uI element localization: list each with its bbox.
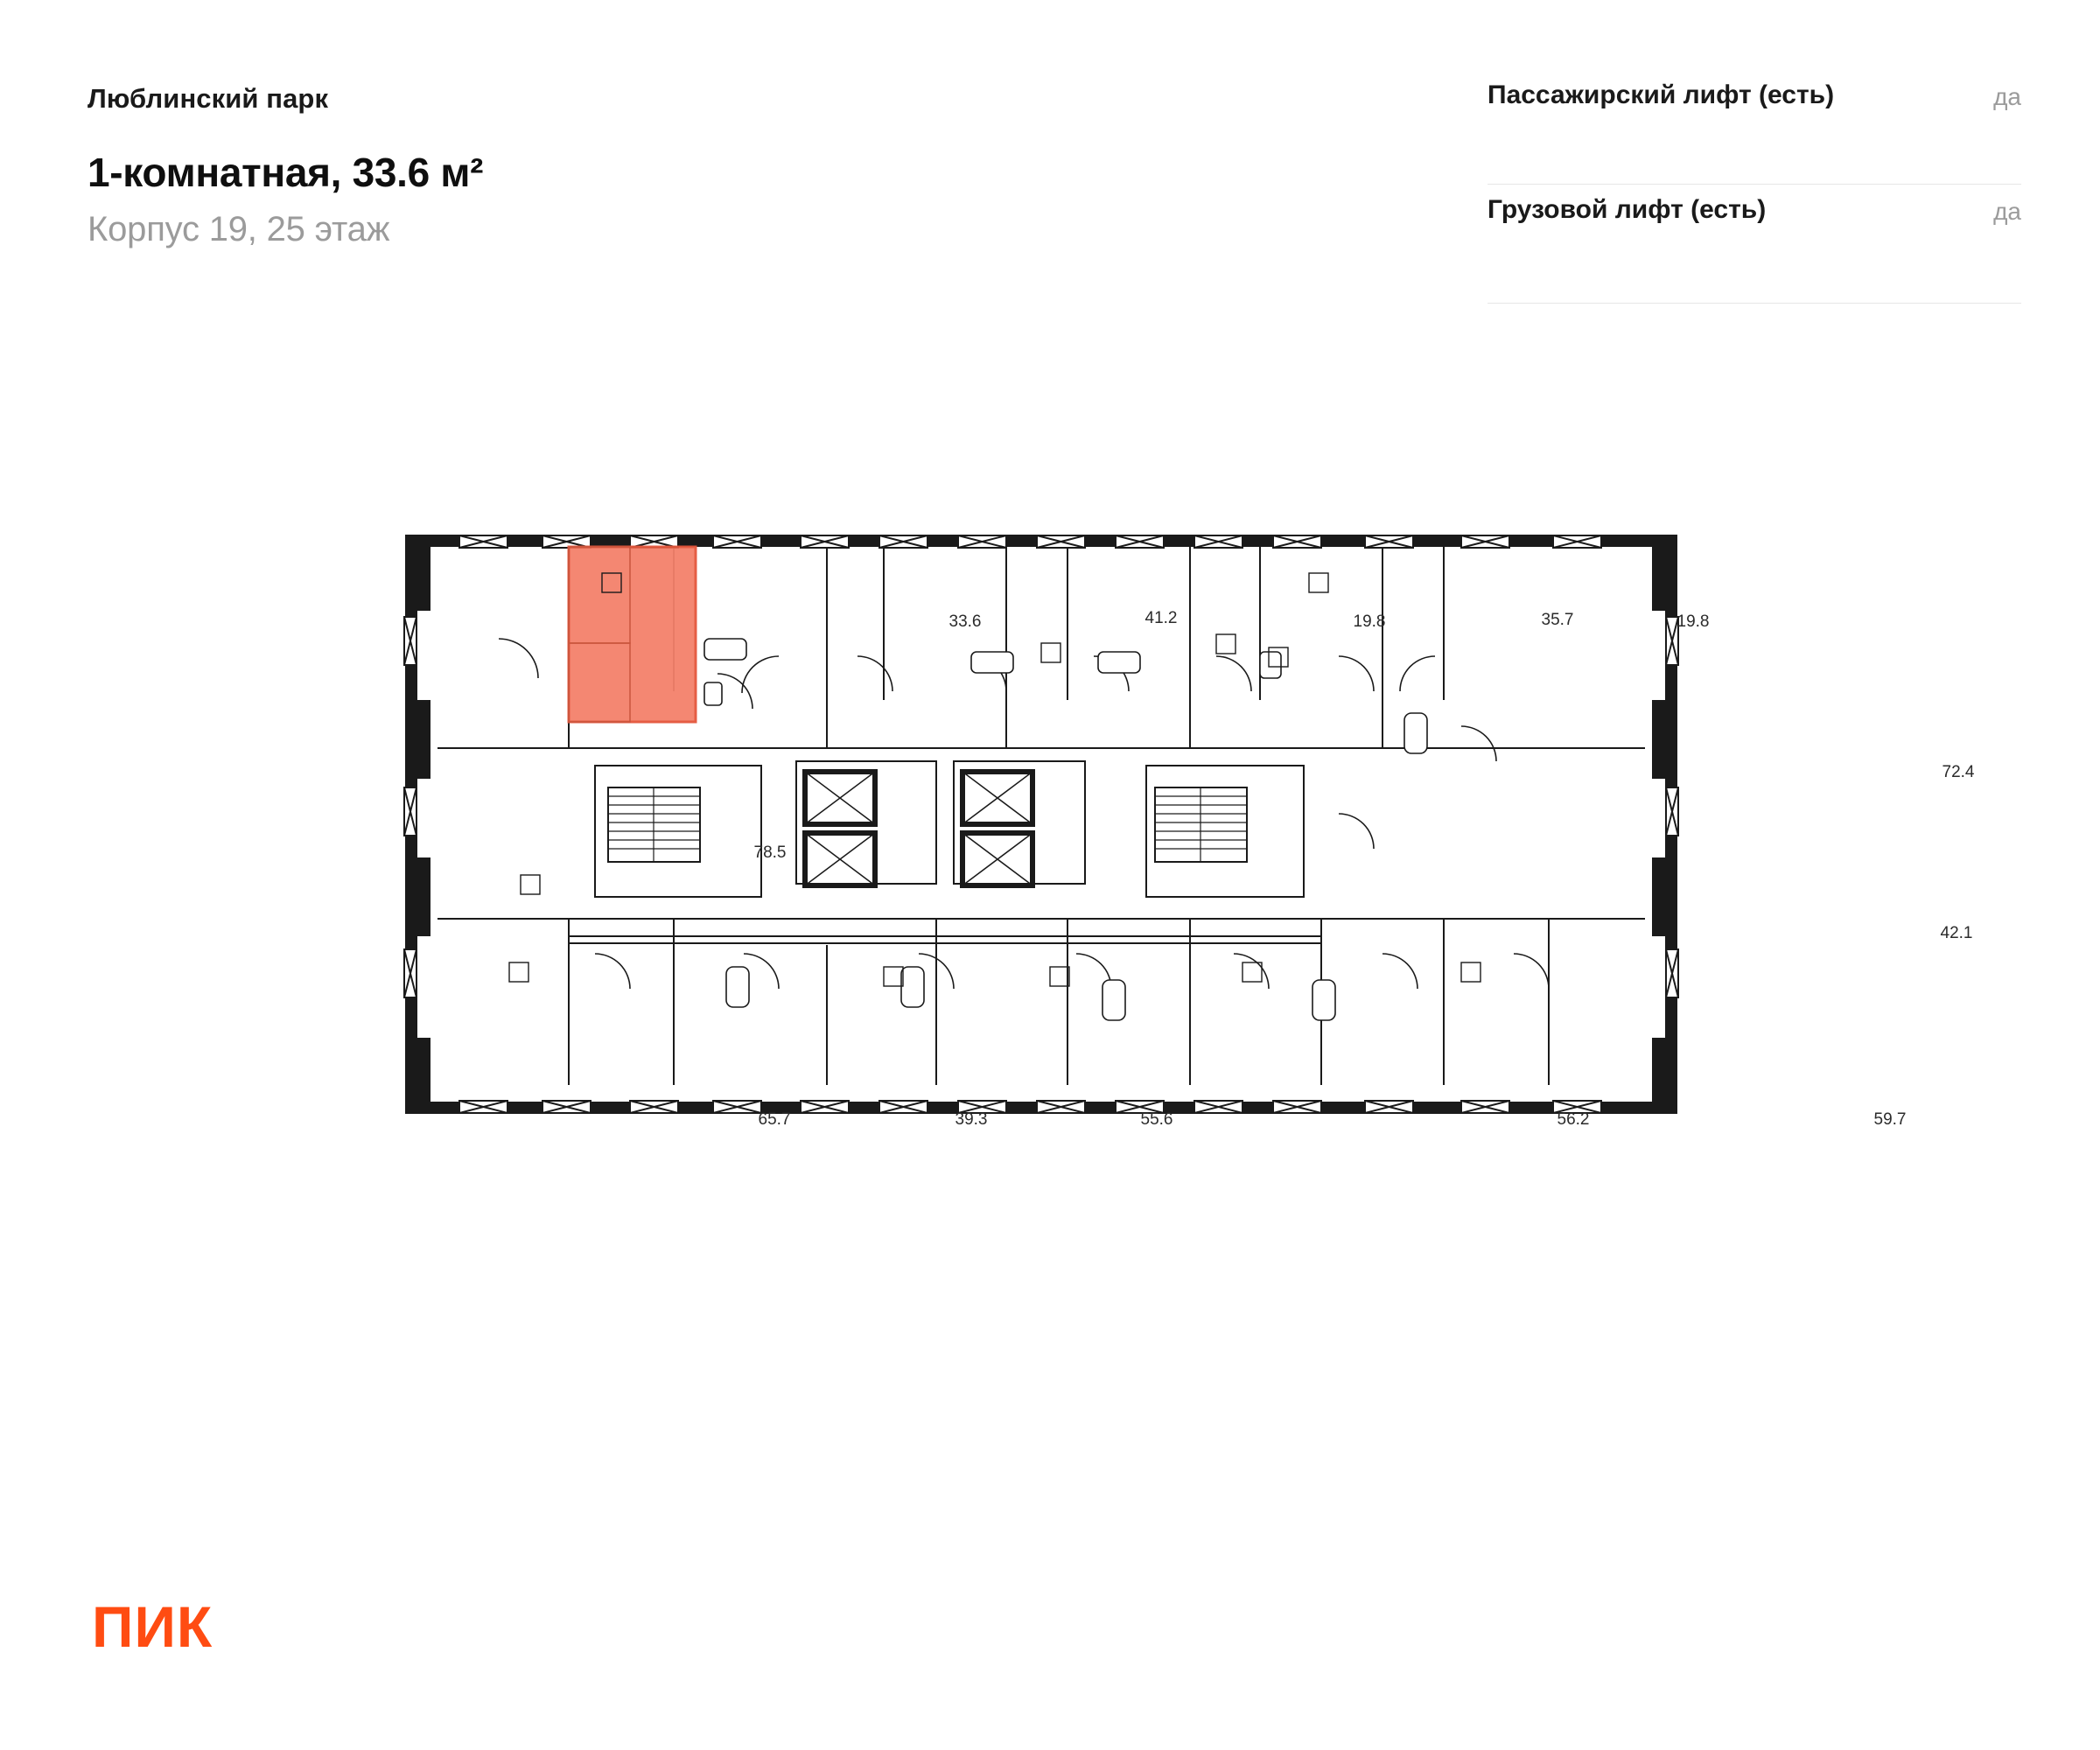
area-label: 35.7 (1541, 611, 1574, 629)
area-label: 41.2 (1144, 609, 1178, 627)
area-label: 56.2 (1557, 1110, 1590, 1129)
area-label: 65.7 (758, 1110, 791, 1129)
bathroom-fixtures (704, 639, 1427, 1020)
spec-row (1488, 70, 2021, 185)
highlighted-apartment[interactable] (569, 547, 696, 722)
spec-label: Пассажирский лифт (есть) (1488, 80, 1835, 109)
spec-value: да (1993, 198, 2021, 225)
page-subtitle: Корпус 19, 25 этаж (88, 210, 390, 248)
area-label: 39.3 (955, 1110, 988, 1129)
spec-label: Грузовой лифт (есть) (1488, 195, 1767, 224)
area-label: 19.8 (1676, 612, 1710, 631)
area-label: 33.6 (948, 612, 982, 631)
staircases (608, 788, 1247, 862)
area-label: 42.1 (1940, 924, 1973, 942)
floor-plan (0, 525, 2100, 1575)
floor-plan-svg (306, 525, 1975, 1225)
specs-list (1488, 70, 2021, 304)
area-label: 19.8 (1353, 612, 1386, 631)
project-name: Люблинский парк (88, 83, 329, 114)
area-label: 55.6 (1140, 1110, 1173, 1129)
pik-logo[interactable]: ПИК (92, 1594, 214, 1659)
area-label: 72.4 (1942, 763, 1975, 781)
area-label: 78.5 (753, 844, 787, 862)
area-label: 59.7 (1873, 1110, 1907, 1129)
spec-row (1488, 185, 2021, 304)
spec-value: да (1993, 83, 2021, 110)
elevator-shafts (805, 772, 1032, 886)
page-title: 1-комнатная, 33.6 м² (88, 150, 484, 195)
header (0, 0, 2100, 298)
